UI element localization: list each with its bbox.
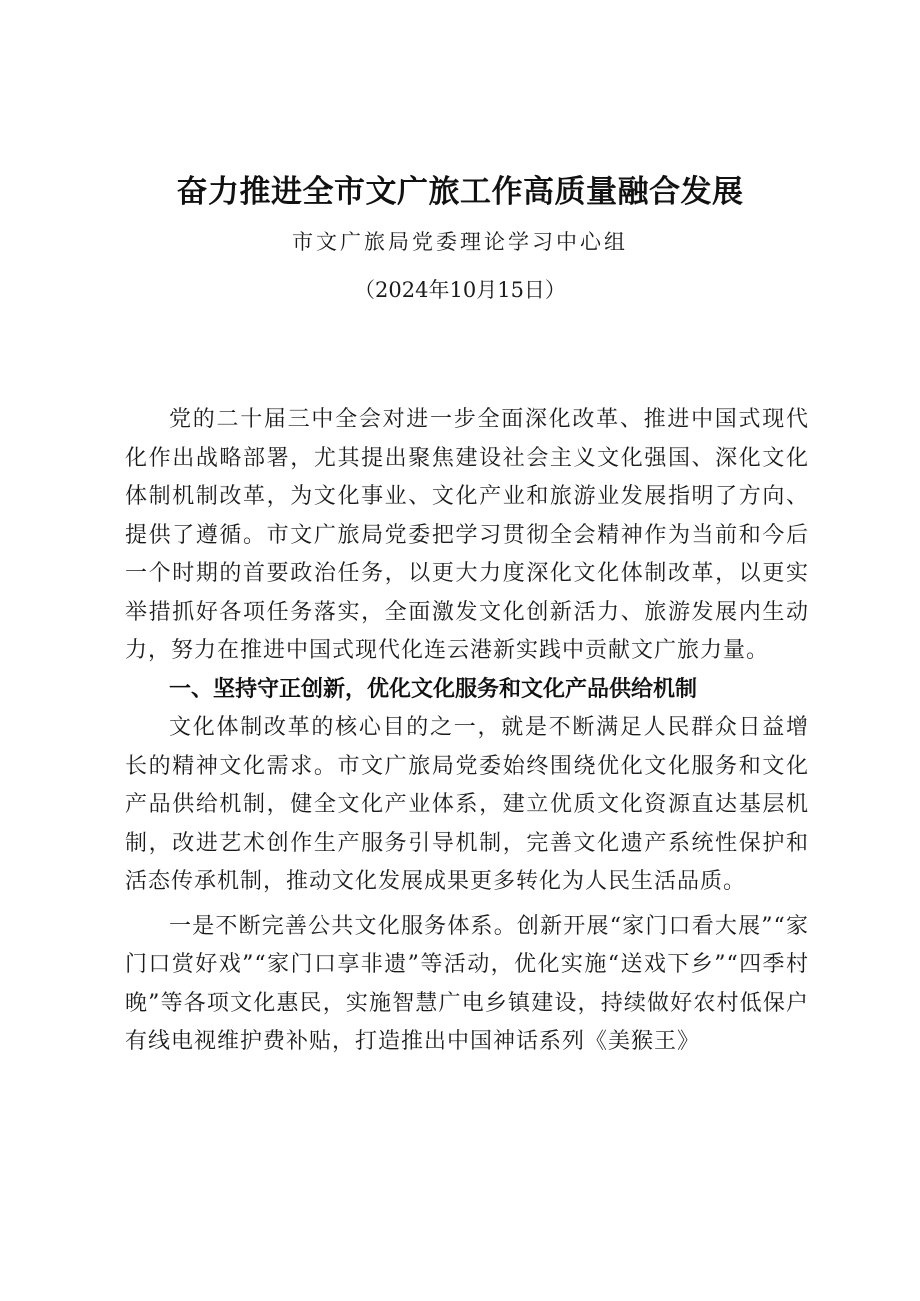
document-body xyxy=(125,401,809,1062)
intro-paragraph: 党的二十届三中全会对进一步全面深化改革、推进中国式现代化作出战略部署，尤其提出聚焦建设社会主义文化强国、深化文化体制机制改革，为文化事业、文化产业和旅游业发展指明了方向、提供了遵循。市文广旅局党委把学习贯彻全会精神作为当前和今后一个时期的首要政治任务，以更大力度深化文化体制改革，以更实举措抓好各项任务落实，全面激发文化创新活力、旅游发展内生动力，努力在推进中国式现代化连云港新实践中贡献文广旅力量。 xyxy=(125,407,809,663)
section-heading: 一、坚持守正创新，优化文化服务和文化产品供给机制 xyxy=(169,676,698,702)
document-title: 奋力推进全市文广旅工作高质量融合发展 xyxy=(176,174,744,210)
document-author: 市文广旅局党委理论学习中心组 xyxy=(292,230,628,254)
section-paragraph: 一是不断完善公共文化服务体系。创新开展“家门口看大展”“家门口赏好戏”“家门口享非遗”等活动，优化实施“送戏下乡”“四季村晚”等各项文化惠民，实施智慧广电乡镇建设，持续做好农村低保户有线电视维护费补贴，打造推出中国神话系列《美猴王》 xyxy=(125,913,809,1054)
section-paragraph: 文化体制改革的核心目的之一，就是不断满足人民群众日益增长的精神文化需求。市文广旅局党委始终围绕优化文化服务和文化产品供给机制，健全文化产业体系，建立优质文化资源直达基层机制，改进艺术创作生产服务引导机制，完善文化遗产系统性保护和活态传承机制，推动文化发展成果更多转化为人民生活品质。 xyxy=(125,715,809,894)
document-date: （2024年10月15日） xyxy=(354,278,566,302)
